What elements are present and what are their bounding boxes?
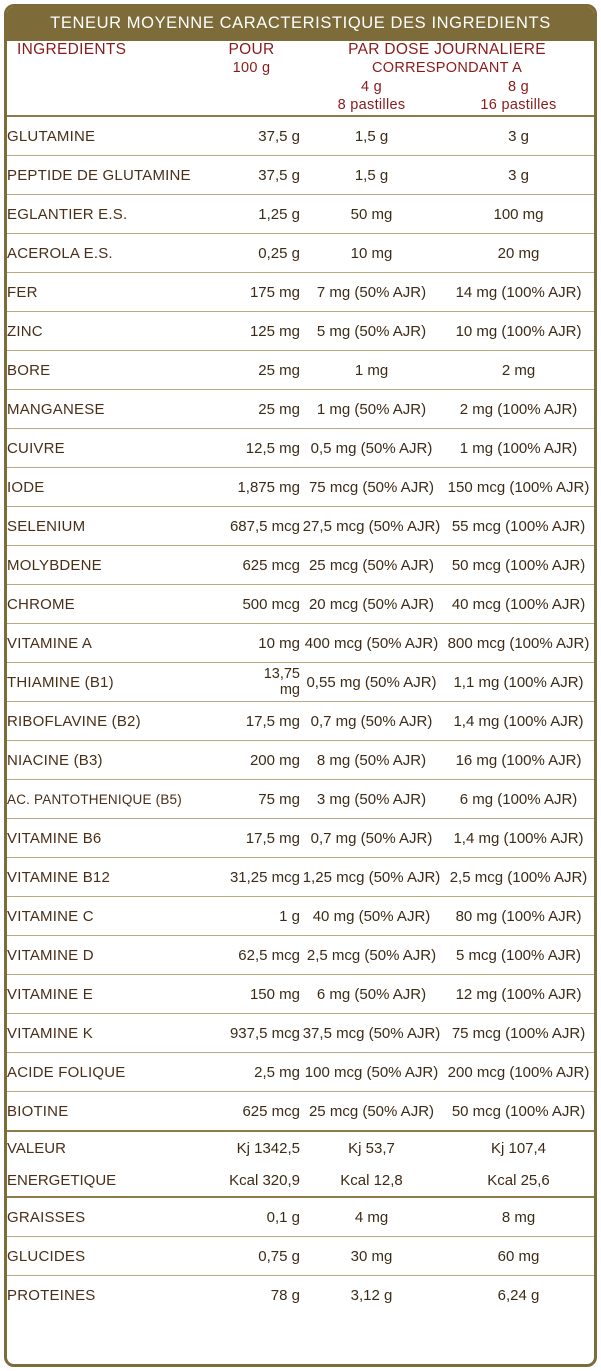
row-value-dose-8g: 55 mcg (100% AJR) [443,507,594,546]
row-ingredient-name: VITAMINE E [7,975,203,1014]
row-value-dose-8g: 6,24 g [443,1276,594,1315]
table-row [7,312,594,351]
row-value-per-100g: 0,1 g [203,1197,300,1237]
header-per-100g-line2: 100 g [232,60,271,76]
row-value-dose-4g: 75 mcg (50% AJR) [300,468,443,507]
row-value-dose-4g: 3,12 g [300,1276,443,1315]
row-value-dose-4g: 0,5 mg (50% AJR) [300,429,443,468]
row-value-per-100g: 125 mg [203,312,300,351]
row-value-per-100g: 687,5 mcg [203,507,300,546]
row-value-per-100g: 1 g [203,897,300,936]
table-row [7,819,594,858]
header-dose-4g-amount: 4 g [360,78,383,95]
header-dose-8g-pastilles: 16 pastilles [480,97,557,114]
row-value-dose-8g: 100 mg [443,195,594,234]
row-value-dose-4g: 5 mg (50% AJR) [300,312,443,351]
row-ingredient-name: THIAMINE (B1) [7,663,203,702]
row-value-dose-4g: 7 mg (50% AJR) [300,273,443,312]
table-row [7,156,594,195]
table-row [7,507,594,546]
table-row [7,702,594,741]
row-value-dose-8g: 3 g [443,156,594,195]
nutrition-table [7,41,594,1314]
row-value-dose-4g: 400 mcg (50% AJR) [300,624,443,663]
table-header [7,41,594,116]
row-value-per-100g: 62,5 mcg [203,936,300,975]
row-value-dose-8g: 75 mcg (100% AJR) [443,1014,594,1053]
header-daily-dose-line1: PAR DOSE JOURNALIERE [348,41,546,58]
row-value-dose-8g: 2 mg (100% AJR) [443,390,594,429]
row-value-per-100g: 1,875 mg [203,468,300,507]
row-ingredient-name: MOLYBDENE [7,546,203,585]
row-value-dose-4g: 1,5 g [300,156,443,195]
table-row [7,1014,594,1053]
row-value-dose-8g: 40 mcg (100% AJR) [443,585,594,624]
table-row [7,273,594,312]
energy-kj-dose-8g: Kj 107,4 [443,1131,594,1164]
row-value-dose-4g: 40 mg (50% AJR) [300,897,443,936]
table-row [7,624,594,663]
table-row [7,663,594,702]
row-ingredient-name: SELENIUM [7,507,203,546]
row-value-dose-4g: 3 mg (50% AJR) [300,780,443,819]
header-dose-8g-amount: 8 g [507,78,530,95]
row-value-per-100g: 75 mg [203,780,300,819]
row-ingredient-name: VITAMINE B6 [7,819,203,858]
energy-kcal-per-100g: Kcal 320,9 [229,1171,300,1189]
energy-kj-per-100g: Kj 1342,5 [203,1131,300,1164]
row-value-per-100g: 0,25 g [203,234,300,273]
row-value-dose-4g: 27,5 mcg (50% AJR) [300,507,443,546]
row-value-dose-4g: 0,55 mg (50% AJR) [300,663,443,702]
row-value-dose-4g: 0,7 mg (50% AJR) [300,819,443,858]
row-ingredient-name: GLUTAMINE [7,116,203,156]
row-value-dose-4g: 1 mg [300,351,443,390]
header-row-main [7,41,594,78]
energy-label-line2: ENERGETIQUE [7,1171,117,1189]
energy-kcal-dose-4g: Kcal 12,8 [340,1171,403,1189]
table-row [7,585,594,624]
row-value-per-100g: 31,25 mcg [203,858,300,897]
row-ingredient-name: GLUCIDES [7,1237,203,1276]
row-value-dose-8g: 20 mg [443,234,594,273]
row-ingredient-name: PROTEINES [7,1276,203,1315]
row-value-dose-8g: 50 mcg (100% AJR) [443,546,594,585]
header-per-100g-line1: POUR [228,41,275,58]
row-value-dose-4g: 25 mcg (50% AJR) [300,546,443,585]
table-row [7,468,594,507]
row-value-dose-4g: 10 mg [300,234,443,273]
table-row [7,858,594,897]
row-value-per-100g: 25 mg [203,390,300,429]
table-row [7,351,594,390]
row-value-dose-4g: 50 mg [300,195,443,234]
row-value-per-100g: 625 mcg [203,1092,300,1132]
table-row [7,780,594,819]
row-ingredient-name: IODE [7,468,203,507]
row-value-per-100g: 937,5 mcg [203,1014,300,1053]
row-value-dose-8g: 3 g [443,116,594,156]
energy-row-kj [7,1131,594,1164]
table-row [7,116,594,156]
row-value-dose-8g: 8 mg [443,1197,594,1237]
row-ingredient-name: VITAMINE C [7,897,203,936]
row-value-per-100g: 500 mcg [203,585,300,624]
table-row [7,1197,594,1237]
row-value-dose-4g: 25 mcg (50% AJR) [300,1092,443,1132]
row-ingredient-name: BORE [7,351,203,390]
row-ingredient-name: CHROME [7,585,203,624]
header-dose-4g [300,78,443,117]
row-value-per-100g: 150 mg [203,975,300,1014]
header-daily-dose [300,41,594,78]
row-value-per-100g: 10 mg [203,624,300,663]
row-value-per-100g: 13,75 mg [203,663,300,702]
table-row [7,546,594,585]
row-value-dose-8g: 1,1 mg (100% AJR) [443,663,594,702]
row-value-dose-8g: 80 mg (100% AJR) [443,897,594,936]
row-ingredient-name: VITAMINE B12 [7,858,203,897]
row-value-per-100g: 17,5 mg [203,819,300,858]
row-value-dose-8g: 10 mg (100% AJR) [443,312,594,351]
row-value-per-100g: 37,5 g [203,116,300,156]
header-per-100g [203,41,300,116]
row-value-dose-4g: 30 mg [300,1237,443,1276]
energy-kj-dose-4g: Kj 53,7 [300,1131,443,1164]
row-ingredient-name: FER [7,273,203,312]
row-ingredient-name: MANGANESE [7,390,203,429]
row-value-dose-4g: 1 mg (50% AJR) [300,390,443,429]
table-title: TENEUR MOYENNE CARACTERISTIQUE DES INGREDIENTS [7,7,594,41]
row-value-per-100g: 25 mg [203,351,300,390]
energy-label-line1: VALEUR [7,1131,203,1164]
header-dose-4g-pastilles: 8 pastilles [337,97,406,114]
row-value-per-100g: 17,5 mg [203,702,300,741]
table-row [7,897,594,936]
row-ingredient-name: RIBOFLAVINE (B2) [7,702,203,741]
row-value-per-100g: 175 mg [203,273,300,312]
table-row [7,1092,594,1132]
table-row [7,1053,594,1092]
table-row [7,975,594,1014]
row-value-dose-4g: 2,5 mcg (50% AJR) [300,936,443,975]
table-row [7,195,594,234]
row-ingredient-name: PEPTIDE DE GLUTAMINE [7,156,203,195]
row-ingredient-name: BIOTINE [7,1092,203,1132]
table-body [7,116,594,1314]
row-value-dose-8g: 1 mg (100% AJR) [443,429,594,468]
header-dose-8g [443,78,594,117]
row-value-dose-4g: 8 mg (50% AJR) [300,741,443,780]
row-value-dose-8g: 2 mg [443,351,594,390]
table-row [7,1237,594,1276]
row-value-dose-8g: 1,4 mg (100% AJR) [443,702,594,741]
row-ingredient-name: GRAISSES [7,1197,203,1237]
table-row [7,936,594,975]
row-value-dose-4g: 20 mcg (50% AJR) [300,585,443,624]
table-frame [4,4,597,1367]
row-value-dose-4g: 100 mcg (50% AJR) [300,1053,443,1092]
row-value-dose-8g: 14 mg (100% AJR) [443,273,594,312]
row-value-dose-8g: 2,5 mcg (100% AJR) [443,858,594,897]
row-value-per-100g: 2,5 mg [203,1053,300,1092]
row-ingredient-name: VITAMINE A [7,624,203,663]
table-row [7,234,594,273]
row-ingredient-name: VITAMINE D [7,936,203,975]
row-value-dose-8g: 150 mcg (100% AJR) [443,468,594,507]
table-row [7,429,594,468]
row-value-dose-8g: 1,4 mg (100% AJR) [443,819,594,858]
row-value-dose-8g: 200 mcg (100% AJR) [443,1053,594,1092]
row-ingredient-name: ACIDE FOLIQUE [7,1053,203,1092]
row-ingredient-name: NIACINE (B3) [7,741,203,780]
row-value-dose-8g: 6 mg (100% AJR) [443,780,594,819]
row-ingredient-name: ACEROLA E.S. [7,234,203,273]
row-value-per-100g: 37,5 g [203,156,300,195]
row-value-dose-4g: 37,5 mcg (50% AJR) [300,1014,443,1053]
row-value-dose-4g: 1,5 g [300,116,443,156]
row-ingredient-name: CUIVRE [7,429,203,468]
row-ingredient-name: ZINC [7,312,203,351]
row-value-dose-8g: 800 mcg (100% AJR) [443,624,594,663]
energy-kcal-dose-8g: Kcal 25,6 [487,1171,550,1189]
table-row [7,390,594,429]
table-row [7,1276,594,1315]
row-value-dose-8g: 50 mcg (100% AJR) [443,1092,594,1132]
row-value-per-100g: 1,25 g [203,195,300,234]
row-value-per-100g: 200 mg [203,741,300,780]
row-value-dose-8g: 60 mg [443,1237,594,1276]
row-value-dose-8g: 12 mg (100% AJR) [443,975,594,1014]
row-value-dose-4g: 0,7 mg (50% AJR) [300,702,443,741]
row-value-dose-8g: 5 mcg (100% AJR) [443,936,594,975]
row-value-dose-4g: 6 mg (50% AJR) [300,975,443,1014]
row-value-dose-4g: 4 mg [300,1197,443,1237]
row-value-dose-4g: 1,25 mcg (50% AJR) [300,858,443,897]
row-value-per-100g: 0,75 g [203,1237,300,1276]
row-value-per-100g: 12,5 mg [203,429,300,468]
row-value-per-100g: 625 mcg [203,546,300,585]
row-value-dose-8g: 16 mg (100% AJR) [443,741,594,780]
header-ingredients: INGREDIENTS [17,41,127,58]
table-row [7,741,594,780]
row-ingredient-name: EGLANTIER E.S. [7,195,203,234]
energy-row-kcal [7,1164,594,1197]
header-daily-dose-line2: CORRESPONDANT A [371,60,523,76]
row-ingredient-name: VITAMINE K [7,1014,203,1053]
row-ingredient-name: AC. PANTOTHENIQUE (B5) [7,780,203,819]
row-value-per-100g: 78 g [203,1276,300,1315]
